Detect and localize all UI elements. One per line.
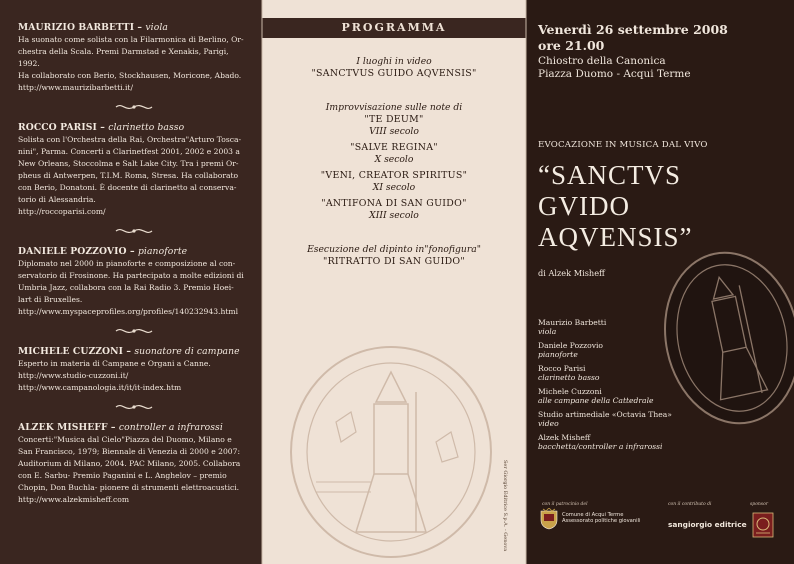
bio-name: MICHELE CUZZONI bbox=[18, 346, 124, 357]
bio-line: Esperto in materia di Campane e Organi a Canne. bbox=[18, 359, 211, 368]
title-line: AQVENSIS” bbox=[538, 222, 693, 252]
event-author: di Alzek Misheff bbox=[538, 268, 605, 278]
ornament-divider bbox=[18, 100, 250, 114]
bio-line: torio di Alessandria. bbox=[18, 195, 96, 204]
contributo-label: con il contributo di bbox=[668, 502, 712, 507]
performer-name: Studio artimediale «Octavia Thea» bbox=[538, 410, 672, 419]
bio-link[interactable]: http://www.maurizibarbetti.it/ bbox=[18, 83, 134, 92]
performer-name: Maurizio Barbetti bbox=[538, 318, 607, 327]
program-item-title: "ANTIFONA DI SAN GUIDO" bbox=[321, 198, 467, 209]
sec1-title: "SANCTVUS GUIDO AQVENSIS" bbox=[311, 68, 477, 79]
ornament-divider bbox=[18, 224, 250, 238]
middle-panel bbox=[262, 0, 526, 564]
title-line: “SANCTVS bbox=[538, 160, 682, 190]
ornament-divider bbox=[18, 324, 250, 338]
sec1-intro: I luoghi in video bbox=[356, 56, 432, 67]
bio-line: con E. Sarbu- Premio Paganini e L. Anghelov – premio bbox=[18, 471, 227, 480]
bio-role: controller a infrarossi bbox=[118, 422, 223, 433]
bio-name: MAURIZIO BARBETTI bbox=[18, 22, 135, 33]
performer-role: video bbox=[538, 419, 559, 428]
bio-line: Concerti:"Musica dal Cielo"Piazza del Duomo, Milano e bbox=[18, 435, 232, 444]
event-subtitle: EVOCAZIONE IN MUSICA DAL VIVO bbox=[538, 140, 708, 150]
event-time: ore 21.00 bbox=[538, 38, 605, 53]
comune-line: Comune di Acqui Terme bbox=[562, 512, 624, 518]
bio-alzek-misheff: ALZEK MISHEFF – controller a infrarossi Concerti:"Musica dal Cielo"Piazza del Duomo, Milano e San Francisco, 1979; Biennale di Venezia di 2000 e 2007: Auditorium di Milano, 2004. PAC Milano, 2005. Collabora con E. Sarbu- Premio Paganini e L. Anghelov – premio Chopin, Don Buchla- pionere di strumenti elettroacustici. http://www.alzekmisheff.com bbox=[18, 422, 250, 506]
bio-line: chestra della Scala. Premi Darmstad e Xenakis, Parigi, 1992. bbox=[18, 47, 229, 68]
bio-role: viola bbox=[145, 22, 168, 33]
performer bbox=[538, 387, 718, 405]
performer bbox=[538, 410, 718, 428]
performer-name: Michele Cuzzoni bbox=[538, 387, 602, 396]
bio-daniele-pozzovio: DANIELE POZZOVIO – pianoforte Diplomato nel 2000 in pianoforte e composizione al con- servatorio di Frosinone. Ha partecipato a molte edizioni di Umbria Jazz, collabora con la Rai Radio 3. Premio Hoei- lart di Bruxelles. http://www.myspaceprofiles.org/profiles/140232943.html bbox=[18, 246, 250, 318]
performer-name: Alzek Misheff bbox=[538, 433, 591, 442]
fold-line bbox=[261, 0, 263, 564]
bio-role: clarinetto basso bbox=[108, 122, 185, 133]
bio-michele-cuzzoni: MICHELE CUZZONI – suonatore di campane Esperto in materia di Campane e Organi a Canne. http://www.studio-cuzzoni.it/ http://www.campanologia.it/it/it-index.htm bbox=[18, 346, 250, 394]
event-date: Venerdì 26 settembre 2008 bbox=[538, 22, 728, 37]
bio-line: pheus di Antwerpen, T.I.M. Roma, Stresa. Ha collaborato bbox=[18, 171, 239, 180]
performer bbox=[538, 433, 718, 451]
bio-line: Umbria Jazz, collabora con la Rai Radio 3. Premio Hoei- bbox=[18, 283, 234, 292]
program-item-title: "SALVE REGINA" bbox=[350, 142, 438, 153]
comune-label bbox=[562, 512, 640, 524]
sangiorgio-logo: sangiorgio editrice bbox=[668, 520, 747, 529]
bio-line: Auditorium di Milano, 2004. PAC Milano, 2005. Collabora bbox=[18, 459, 241, 468]
bio-maurizio-barbetti: MAURIZIO BARBETTI – viola Ha suonato come solista con la Filarmonica di Berlino, Or- chestra della Scala. Premi Darmstad e Xenakis, Parigi, 1992. Ha collaborato con Berio, Stockhausen, Moricone, Abado. http://www.maurizibarbetti.it/ bbox=[18, 22, 250, 94]
bio-line: Chopin, Don Buchla- pionere di strumenti elettroacustici. bbox=[18, 483, 240, 492]
bio-text bbox=[18, 258, 250, 318]
program-item-century: XIII secolo bbox=[369, 210, 419, 221]
bio-name: ROCCO PARISI bbox=[18, 122, 97, 133]
bio-link[interactable]: http://roccoparisi.com/ bbox=[18, 207, 106, 216]
bio-text bbox=[18, 34, 250, 94]
bio-line: New Orleans, Stoccolma e Salt Lake City. Tra i premi Or- bbox=[18, 159, 239, 168]
bio-line: San Francisco, 1979; Biennale di Venezia di 2000 e 2007: bbox=[18, 447, 241, 456]
bio-role: pianoforte bbox=[137, 246, 188, 257]
bio-line: con Berio, Donatoni. È docente di clarinetto al conserva- bbox=[18, 183, 237, 192]
performer bbox=[538, 341, 718, 359]
event-venue: Chiostro della Canonica bbox=[538, 55, 666, 67]
programma-content bbox=[262, 56, 526, 268]
bio-text bbox=[18, 358, 250, 394]
performer bbox=[538, 318, 718, 336]
title-line: GVIDO bbox=[538, 191, 630, 221]
bio-line: Ha suonato come solista con la Filarmonica di Berlino, Or- bbox=[18, 35, 244, 44]
bio-line: Solista con l'Orchestra della Rai, Orchestra"Arturo Tosca- bbox=[18, 135, 242, 144]
bio-link[interactable]: http://www.myspaceprofiles.org/profiles/140232943.html bbox=[18, 307, 239, 316]
performer-role: alle campane della Cattedrale bbox=[538, 396, 654, 405]
comune-line: Assessorato politiche giovanili bbox=[562, 518, 641, 524]
program-item-century: VIII secolo bbox=[369, 126, 419, 137]
event-location: Piazza Duomo - Acqui Terme bbox=[538, 68, 691, 80]
sponsor-label: sponsor bbox=[750, 502, 768, 507]
bio-name: ALZEK MISHEFF bbox=[18, 422, 108, 433]
performer-role: viola bbox=[538, 327, 557, 336]
bio-text bbox=[18, 134, 250, 218]
sponsor-badge-icon bbox=[752, 512, 774, 538]
program-item-title: "TE DEUM" bbox=[364, 114, 424, 125]
bio-role: suonatore di campane bbox=[134, 346, 240, 357]
crest-icon bbox=[540, 508, 558, 530]
sec3-intro: Esecuzione del dipinto in"fonofigura" bbox=[307, 244, 481, 255]
bio-link[interactable]: http://www.studio-cuzzoni.it/ bbox=[18, 371, 129, 380]
programma-header: PROGRAMMA bbox=[262, 18, 526, 38]
performers-list bbox=[538, 318, 718, 456]
ornament-divider bbox=[18, 400, 250, 414]
patrocinio-label: con il patrocinio del bbox=[542, 502, 588, 507]
bio-line: servatorio di Frosinone. Ha partecipato a molte edizioni di bbox=[18, 271, 244, 280]
program-item-century: X secolo bbox=[374, 154, 414, 165]
sec3-title: "RITRATTO DI SAN GUIDO" bbox=[322, 256, 466, 267]
performer bbox=[538, 364, 718, 382]
performer-role: bacchetta/controller a infrarossi bbox=[538, 442, 663, 451]
performer-role: pianoforte bbox=[538, 350, 578, 359]
performer-role: clarinetto basso bbox=[538, 373, 600, 382]
bio-name: DANIELE POZZOVIO bbox=[18, 246, 127, 257]
fold-line bbox=[525, 0, 527, 564]
bio-link[interactable]: http://www.campanologia.it/it/it-index.htm bbox=[18, 383, 182, 392]
printer-credit: Ser Giorgio Editrice S.p.A. - Genova bbox=[502, 460, 508, 552]
bio-line: Ha collaborato con Berio, Stockhausen, Moricone, Abado. bbox=[18, 71, 242, 80]
program-item-century: XI secolo bbox=[372, 182, 416, 193]
bio-line: Diplomato nel 2000 in pianoforte e composizione al con- bbox=[18, 259, 236, 268]
bio-rocco-parisi: ROCCO PARISI – clarinetto basso Solista con l'Orchestra della Rai, Orchestra"Arturo Tosca- nini", Parma. Concerti a Clarinetfest 2001, 2002 e 2003 a New Orleans, Stoccolma e Salt Lake City. Tra i premi Or- pheus di Antwerpen, T.I.M. Roma, Stresa. Ha collaborato con Berio, Donatoni. È docente di clarinetto al conserva- torio di Alessandria. http://roccoparisi.com/ bbox=[18, 122, 250, 218]
bio-text bbox=[18, 434, 250, 506]
seal-illustration bbox=[276, 332, 506, 562]
sec2-intro: Improvvisazione sulle note di bbox=[325, 102, 463, 113]
right-panel bbox=[526, 0, 794, 564]
left-panel bbox=[0, 0, 262, 564]
program-item-title: "VENI, CREATOR SPIRITUS" bbox=[320, 170, 468, 181]
performer-name: Rocco Parisi bbox=[538, 364, 586, 373]
performer-name: Daniele Pozzovio bbox=[538, 341, 604, 350]
bio-link[interactable]: http://www.alzekmisheff.com bbox=[18, 495, 130, 504]
bio-line: nini", Parma. Concerti a Clarinetfest 2001, 2002 e 2003 a bbox=[18, 147, 240, 156]
bio-line: lart di Bruxelles. bbox=[18, 295, 83, 304]
sponsors-bar bbox=[532, 498, 794, 558]
